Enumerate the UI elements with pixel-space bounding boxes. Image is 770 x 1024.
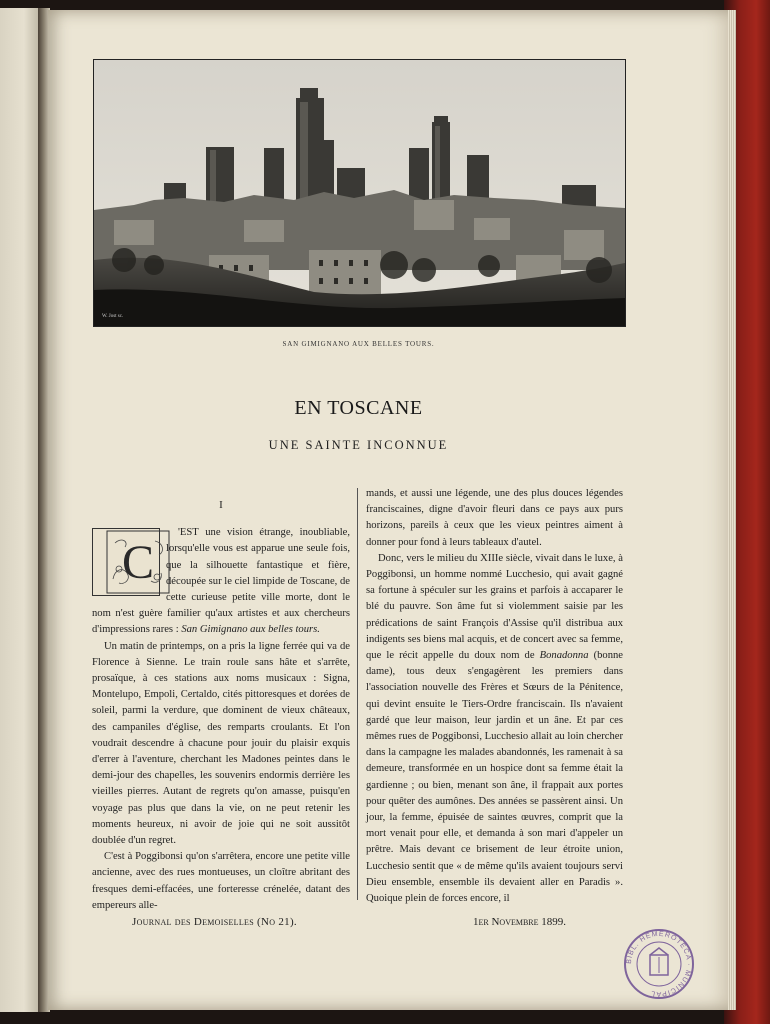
italic-name: Bonadonna bbox=[539, 650, 589, 662]
ornamental-dropcap-icon bbox=[92, 528, 160, 596]
journal-footer: Journal des Demoiselles (No 21). bbox=[132, 916, 297, 928]
column-divider bbox=[357, 488, 358, 900]
library-stamp-icon bbox=[620, 927, 698, 1001]
left-page-edge bbox=[0, 8, 40, 1012]
san-gimignano-engraving bbox=[93, 59, 626, 327]
paragraph-text: Donc, vers le milieu du XIIIe siècle, vivait dans le luxe, à Poggibonsi, un homme nommé Lucchesio, qui avait gagné sa fortune à spéculer sur les grains et parfois à accaparer le blé du pauvre. Son âme fut si violemment saisie par les prédications de saint François d'Assise qu'il distribua aux indigents ses biens mal acquis, et de concert avec sa femme, que le récit appelle du doux nom de bbox=[366, 552, 623, 662]
paragraph: mands, et aussi une légende, une des plus douces légendes franciscaines, digne d'avoir fleuri dans ce pays aux purs horizons, pareils à ceux que les vieux peintres aiment à donner pour fond à leurs tableaux d'autel. bbox=[366, 488, 623, 548]
paragraph-text: une vision étrange, inoubliable, lorsqu'elle vous est apparue une seule fois, que la silhouette fantastique et fière, découpée sur le ciel limpide de Toscane, de cette curieuse petite ville morte, dont le nom n'est guère familier qu'aux artistes et aux chercheurs d'impressions rares : bbox=[92, 527, 350, 636]
paragraph: C'est à Poggibonsi qu'on s'arrêtera, encore une petite ville ancienne, avec des rues montueuses, un cloître abritant des fresques demi-effacées, une forteresse crénelée, datant des empereurs alle- bbox=[92, 851, 350, 911]
paragraph: Un matin de printemps, on a pris la ligne ferrée qui va de Florence à Sienne. Le train roule sans hâte et s'arrête, prosaïque, à ces stations aux noms musicaux : Signa, Montelupo, Empoli, Certaldo, cités pittoresques et dorées de soleil, parmi la verdure, que dominent de vieux châteaux, des campaniles d'église, des remparts croulants. Et l'on voudrait descendre à chacune pour jouir du plaisir exquis d'errer à l'aventure, cherchant les Madones peintes dans le demi-jour des chapelles, les souvenirs endormis derrière les vieilles pierres. Autant de regrets qu'on amasse, puisqu'en voyage pas plus que dans la vie, on ne peut retenir les moments heureux, ni avoir de joie qui ne soit aussitôt doublée d'un regret. bbox=[92, 640, 350, 847]
date-footer: 1er Novembre 1899. bbox=[473, 916, 567, 928]
article-subtitle: UNE SAINTE INCONNUE bbox=[268, 438, 449, 452]
paragraph bbox=[92, 525, 350, 638]
italic-phrase: San Gimignano aux belles tours. bbox=[181, 624, 320, 636]
dropcap-letter: C bbox=[121, 536, 155, 590]
article-title: EN TOSCANE bbox=[294, 397, 423, 419]
engraving-caption: SAN GIMIGNANO AUX BELLES TOURS. bbox=[282, 340, 435, 348]
lead-word: 'EST bbox=[178, 527, 199, 539]
stamp-text: BIBL. HEMEROTECA · MUNICIPAL bbox=[625, 930, 693, 998]
page-stack-edge bbox=[728, 10, 736, 1010]
town-towers-illustration bbox=[94, 60, 625, 326]
engraver-signature: W. Jost sc. bbox=[102, 314, 124, 319]
paragraph-text: (bonne dame), tous deux s'engagèrent les premiers dans l'association nouvelle des Frères et Sœurs de la Pénitence, qui devint ensuite le Tiers-Ordre franciscain. Ils n'avaient gardé que leur maison, leur jardin et un âne. Et par ces mêmes rues de Poggibonsi, Lucchesio allait au loin chercher dans la campagne les malades abandonnés, les ramenait à sa demeure, transformée en un hospice dont sa femme était la gardienne ; ou bien, menant son âne, il frappait aux portes pour quêter des aumônes. Des années se passèrent ainsi. Un jour, la femme, épuisée de saintes œuvres, comprit que la mort venait pour elle, et demanda à son mari d'appeler un prêtre. Mais devant ce brisement de leur étroite union, Lucchesio sentit que « de même qu'ils avaient toujours servi Dieu ensemble, ensemble ils devaient aller en Paradis ». Quoique plein de forces encore, il bbox=[366, 650, 624, 905]
paragraph bbox=[366, 551, 623, 907]
section-number: I bbox=[219, 499, 223, 511]
left-column bbox=[92, 497, 350, 914]
right-column bbox=[366, 486, 623, 907]
